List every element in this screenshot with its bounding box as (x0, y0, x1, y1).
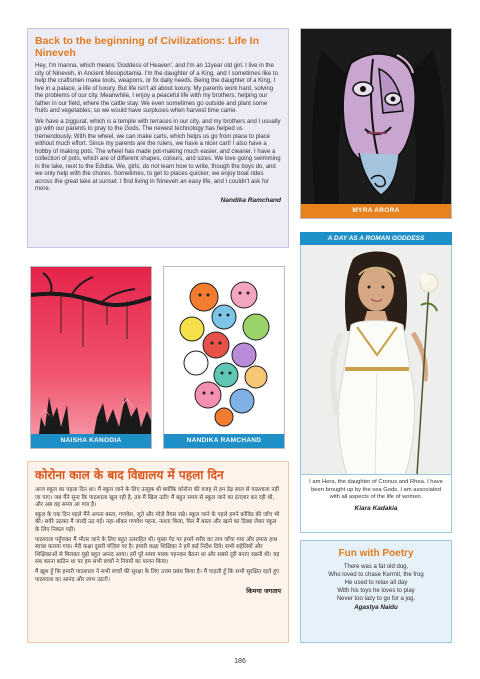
roman-goddess-photo (300, 245, 452, 475)
naisha-caption: NAISHA KANODIA (31, 434, 151, 448)
poem-box (300, 540, 452, 643)
page-number: 186 (234, 658, 246, 665)
hindi-paragraph: स्कूल के एक दिन पहले मैंने अपना बस्ता, गणवेश, जूते और मोज़े तैयार रखे। स्कूल जाने के पहले हमने कोविड की जाँच भी की। सवेरे उठकर मैं जल्दी उठ गई। नहा-धोकर गणवेश पहना, नाश्ता किया, फिर मैं बस्ता और खाने का डिब्बा लेकर स्कूल के लिए निकल पड़ी। (35, 511, 280, 533)
nandika-caption: NANDIKA RAMCHAND (164, 434, 284, 448)
poem-line: Never too lazy to go for a jog. (336, 596, 416, 602)
nandika-artwork (163, 266, 285, 449)
poem-line: There was a fat old dog, (343, 564, 409, 570)
naisha-artwork (30, 266, 152, 449)
hera-author: Kiara Kadakia (354, 504, 398, 512)
poem-line: Who loved to chase Kermit, the frog (328, 572, 424, 578)
hindi-essay-author: किमया जगताप (246, 588, 281, 596)
hindi-paragraph: पाठशाला पहुँचकर मैं भीतर जाने के लिए बहुत उत्साहित थी। मुख्य गेट पर हमारे शरीर का ताप जाँचा गया और हमारा हाथ स्वच्छ कराया गया। मेरी कक्षा दूसरी मंज़िल पर है। हमारी कक्षा शिक्षिका ने हमें कई निर्देश दिये। सभी सहेलियों और शिक्षिकाओं से मिलकर मुझे बहुत आनंद आया। हमें पूरे समय मास्क पहनकर बैठना था और सबसे दूरी बनाए रखनी थी। यह सब करना कठिन था पर हम सभी बच्चों ने नियमों का पालन किया। (35, 536, 280, 566)
roman-goddess-header: A DAY AS A ROMAN GODDESS (300, 232, 452, 245)
poem-author: Agastya Naidu (354, 604, 398, 611)
myra-artwork (300, 28, 452, 219)
essay-title: Back to the beginning of Civilizations: Life In Nineveh (35, 35, 260, 59)
essay-paragraph: We have a ziggurat, which is a temple with terraces in our city, and my brothers and I usually go with our parents to pray to the Gods. The newest technology has helped us tremendously. With the wheel, we can make carts, which helps us go from place to place without much effort. Since my parents are the rulers, we have a nicer cart! I also have a hobby of making pots. The wheel has made pot-making much easier, and cleaner. I have a collection of pots, which are of different shapes, colours, and sizes. We love going swimming in the lake, next to the Eduba. We, girls, do not learn how to write, though the boys do, and we only help with the chores. Sometimes, to get to places quicker, we enjoy boat rides across the great lake at sunset. I find living in Nineveh an easy life, and I couldn't ask for more. (35, 118, 281, 192)
hindi-essay-title: कोरोना काल के बाद विद्यालय में पहला दिन (35, 468, 224, 482)
poem-line: With his toys he loves to play (337, 588, 415, 594)
poem-title: Fun with Poetry (338, 548, 414, 559)
hindi-paragraph: मैं ख़ुश हूँ कि हमारी पाठशाला ने सभी बच्चों की सुरक्षा के लिए उत्तम प्रबंध किया है। मैं चाहती हूँ कि सभी सुरक्षित रहते हुए पाठशाला का आनंद और लाभ उठाएँ। (35, 568, 280, 583)
hindi-paragraph: आज स्कूल का पहला दिन था। मैं स्कूल जाने के लिए उत्सुक थी क्योंकि कोरोना की वजह से हम डेढ़ साल से पाठशाला नहीं जा पाए। जब मैंने सुना कि पाठशाला खुल रही है, तब मैं खिल उठी! मैं बहुत समय से स्कूल जाने का इंतज़ार कर रही थी, और अब वह समय आ गया है। (35, 487, 279, 509)
essay-author: Nandika Ramchand (220, 196, 281, 204)
myra-caption: MYRA ARORA (301, 204, 451, 218)
hindi-essay-box (27, 461, 289, 643)
essay-box (27, 28, 289, 248)
doodle-characters-drawing (164, 267, 285, 449)
tree-silhouette-painting (31, 267, 152, 449)
hera-text-box (300, 475, 452, 533)
essay-paragraph: Hey, I'm Inanna, which means 'Goddess of Heaven', and I'm an 11year old girl. I live in the city of Nineveh, in Ancient Mesopotamia. I'm the daughter of a King, and I sometimes like to help the craftsmen make tools, weapons, or fix daily needs. Being the daughter of a King, I live in a palace, a life of luxury. But life isn't all about luxury. My parents work hard, solving the problems of our city. Meanwhile, I enjoy a peaceful life with my brothers, helping our father in our field, where the cattle stay. We even sometimes go outside and plant some fruits and vegetables, so we would have surpluses when harvest time came. (35, 63, 278, 114)
goddess-costume-photo (301, 245, 452, 475)
poem-line: He used to relax all day (344, 580, 408, 586)
cubist-portrait-image (301, 29, 452, 219)
hera-description: I am Hera, the daughter of Cronus and Rhea. I have been brought up by the sea Gods. I am associated with all aspects of the life of women. (309, 479, 443, 500)
